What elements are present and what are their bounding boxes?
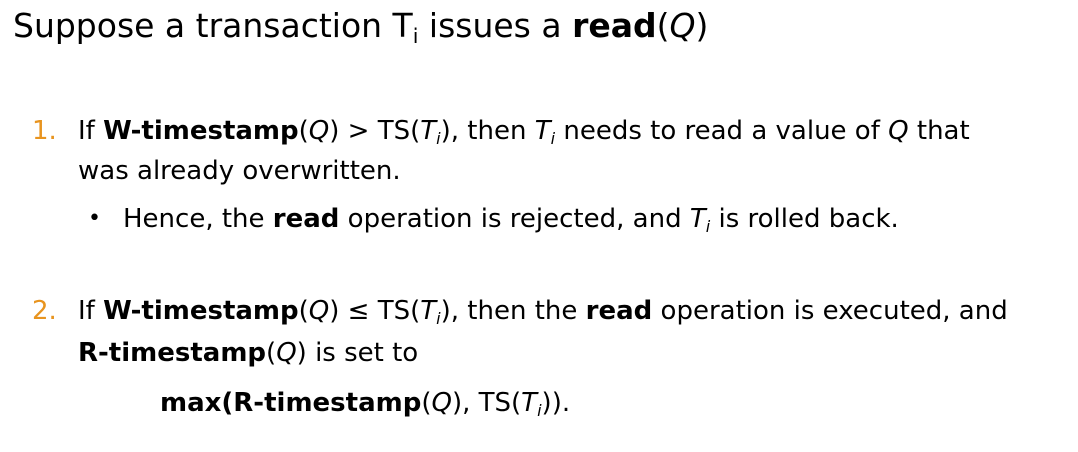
bullet-icon: • — [88, 206, 101, 231]
rule-1-bullet: Hence, the read operation is rejected, and $T_i$ is rolled back. — [123, 204, 899, 236]
slide-title: Suppose a transaction $T_i$ issues a read(Q) — [13, 6, 709, 49]
rule-1-line-2: was already overwritten. — [78, 156, 401, 186]
rule-2-number: 2. — [32, 296, 57, 326]
rule-2-line-2: R-timestamp(Q) is set to — [78, 338, 419, 368]
rule-2-line-1: If W-timestamp(Q) ≤ $TS(T_i)$, then the read operation is executed, and — [78, 296, 1008, 328]
rule-2-line-3: max(R-timestamp(Q), $TS(T_i)$). — [160, 388, 571, 420]
rule-1-line-1: If W-timestamp(Q) > $TS(T_i)$, then $T_i$ needs to read a value of Q that — [78, 116, 970, 148]
rule-1-number: 1. — [32, 116, 57, 146]
